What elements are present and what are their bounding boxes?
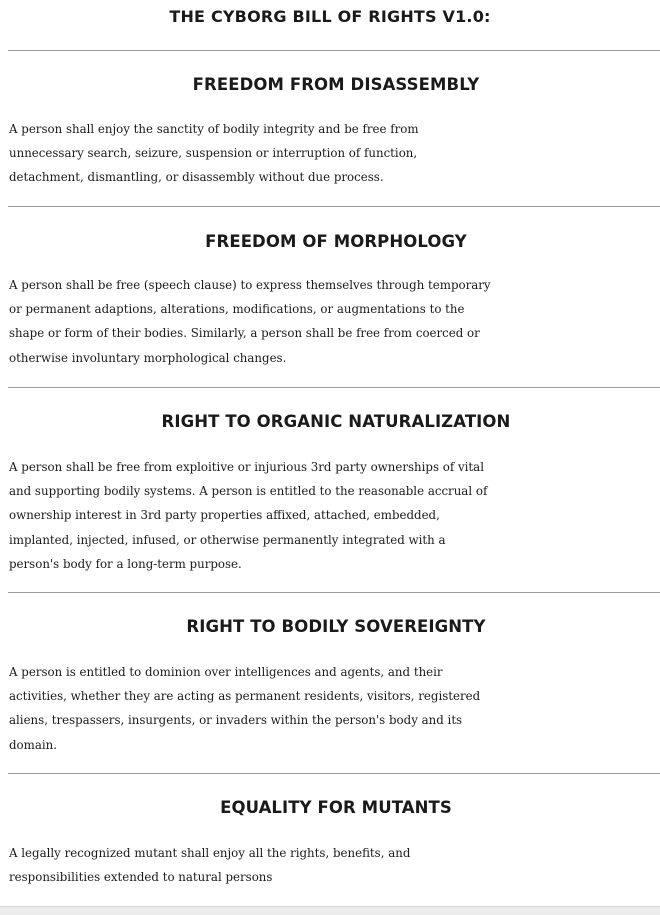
section-heading-right-to-bodily-sovereignty: RIGHT TO BODILY SOVEREIGNTY xyxy=(186,617,486,636)
document-title: THE CYBORG BILL OF RIGHTS V1.0: xyxy=(169,7,491,26)
body-line: and supporting bodily systems. A person is entitled to the reasonable accrual of xyxy=(9,484,488,499)
body-line: A person is entitled to dominion over intelligences and agents, and their xyxy=(9,665,443,679)
section-body-right-to-organic-naturalization xyxy=(9,455,659,576)
body-line: otherwise involuntary morphological changes. xyxy=(9,350,287,365)
body-line: A person shall be free (speech clause) to express themselves through temporary xyxy=(9,278,491,292)
section-divider xyxy=(8,50,660,51)
body-line: A legally recognized mutant shall enjoy all the rights, benefits, and xyxy=(9,846,411,860)
section-heading-freedom-from-disassembly: FREEDOM FROM DISASSEMBLY xyxy=(192,75,480,94)
section-divider xyxy=(8,387,660,388)
body-line: ownership interest in 3rd party properties affixed, attached, embedded, xyxy=(9,508,440,523)
section-body-equality-for-mutants xyxy=(9,841,659,889)
section-heading-right-to-organic-naturalization: RIGHT TO ORGANIC NATURALIZATION xyxy=(161,412,511,431)
body-line: person's body for a long-term purpose. xyxy=(9,556,242,571)
section-body-freedom-from-disassembly xyxy=(9,117,659,190)
section-divider xyxy=(8,592,660,593)
section-divider xyxy=(8,206,660,207)
body-line: shape or form of their bodies. Similarly, a person shall be free from coerced or xyxy=(9,326,480,341)
section-heading-equality-for-mutants: EQUALITY FOR MUTANTS xyxy=(220,798,452,817)
body-line: responsibilities extended to natural persons xyxy=(9,870,273,885)
body-line: domain. xyxy=(9,737,57,752)
body-line: A person shall be free from exploitive or injurious 3rd party ownerships of vital xyxy=(9,460,484,474)
body-line: implanted, injected, infused, or otherwise permanently integrated with a xyxy=(9,532,446,547)
body-line: or permanent adaptions, alterations, modifications, or augmentations to the xyxy=(9,302,465,317)
section-heading-freedom-of-morphology: FREEDOM OF MORPHOLOGY xyxy=(205,232,467,251)
body-line: A person shall enjoy the sanctity of bodily integrity and be free from xyxy=(9,122,419,136)
body-line: activities, whether they are acting as permanent residents, visitors, registered xyxy=(9,689,481,704)
section-body-freedom-of-morphology xyxy=(9,273,659,370)
body-line: aliens, trespassers, insurgents, or invaders within the person's body and its xyxy=(9,713,463,728)
body-line: unnecessary search, seizure, suspension or interruption of function, xyxy=(9,146,418,161)
section-body-right-to-bodily-sovereignty xyxy=(9,660,659,757)
body-line: detachment, dismantling, or disassembly without due process. xyxy=(9,170,384,185)
section-divider xyxy=(8,773,660,774)
